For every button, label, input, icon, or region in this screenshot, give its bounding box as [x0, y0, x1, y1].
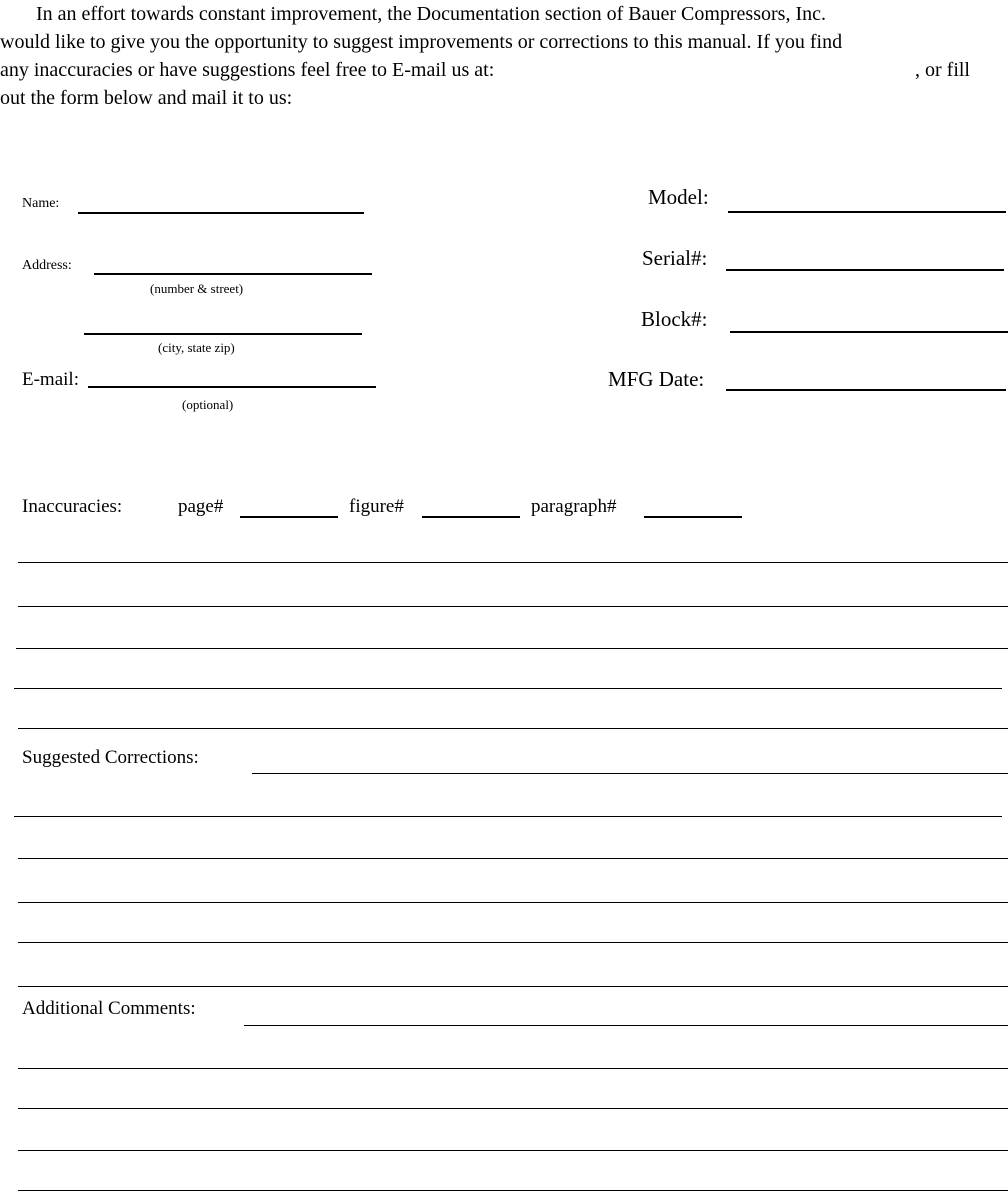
- suggested-corrections-line[interactable]: [18, 942, 1008, 943]
- page-number-label: page#: [178, 496, 224, 517]
- inaccuracies-line[interactable]: [18, 728, 1008, 729]
- serial-label: Serial#:: [642, 246, 708, 270]
- additional-comments-label: Additional Comments:: [22, 998, 196, 1019]
- additional-comments-line[interactable]: [18, 1190, 1008, 1191]
- address-street-hint: (number & street): [150, 281, 244, 296]
- mfg-date-label: MFG Date:: [608, 367, 705, 391]
- address-city-field[interactable]: [84, 333, 362, 335]
- model-label: Model:: [648, 185, 709, 209]
- suggested-corrections-line[interactable]: [14, 816, 1002, 817]
- model-field[interactable]: [728, 211, 1006, 213]
- inaccuracies-line[interactable]: [14, 688, 1002, 689]
- figure-number-label: figure#: [349, 496, 404, 517]
- page-number-field[interactable]: [240, 516, 338, 518]
- serial-field[interactable]: [726, 269, 1004, 271]
- intro-line-3b: , or fill: [915, 59, 970, 81]
- additional-comments-line[interactable]: [18, 1150, 1008, 1151]
- inaccuracies-label: Inaccuracies:: [22, 496, 123, 517]
- suggested-corrections-line[interactable]: [18, 986, 1008, 987]
- mfg-date-field[interactable]: [726, 389, 1006, 391]
- paragraph-number-field[interactable]: [644, 516, 742, 518]
- block-label: Block#:: [641, 307, 708, 331]
- additional-comments-line[interactable]: [244, 1025, 1008, 1026]
- additional-comments-line[interactable]: [18, 1108, 1008, 1109]
- address-street-field[interactable]: [94, 273, 372, 275]
- inaccuracies-line[interactable]: [18, 562, 1008, 563]
- email-hint: (optional): [182, 397, 234, 412]
- suggested-corrections-line[interactable]: [18, 902, 1008, 903]
- address-label: Address:: [22, 258, 72, 273]
- suggested-corrections-line[interactable]: [252, 773, 1008, 774]
- inaccuracies-line[interactable]: [18, 606, 1008, 607]
- figure-number-field[interactable]: [422, 516, 520, 518]
- address-city-hint: (city, state zip): [158, 340, 235, 355]
- email-field[interactable]: [88, 386, 376, 388]
- block-field[interactable]: [730, 331, 1008, 333]
- intro-line-1: In an effort towards constant improvement, the Documentation section of Bauer Compressors, Inc.: [36, 3, 826, 25]
- intro-line-2: would like to give you the opportunity to suggest improvements or corrections to this manual. If you find: [0, 31, 843, 53]
- inaccuracies-line[interactable]: [16, 648, 1008, 649]
- intro-line-3a: any inaccuracies or have suggestions feel free to E-mail us at:: [0, 59, 495, 81]
- additional-comments-line[interactable]: [18, 1068, 1008, 1069]
- name-label: Name:: [22, 196, 60, 211]
- paragraph-number-label: paragraph#: [531, 496, 617, 517]
- name-field[interactable]: [78, 212, 364, 214]
- email-label: E-mail:: [22, 369, 79, 390]
- intro-line-4: out the form below and mail it to us:: [0, 87, 293, 109]
- suggested-corrections-line[interactable]: [18, 858, 1008, 859]
- suggested-corrections-label: Suggested Corrections:: [22, 747, 199, 768]
